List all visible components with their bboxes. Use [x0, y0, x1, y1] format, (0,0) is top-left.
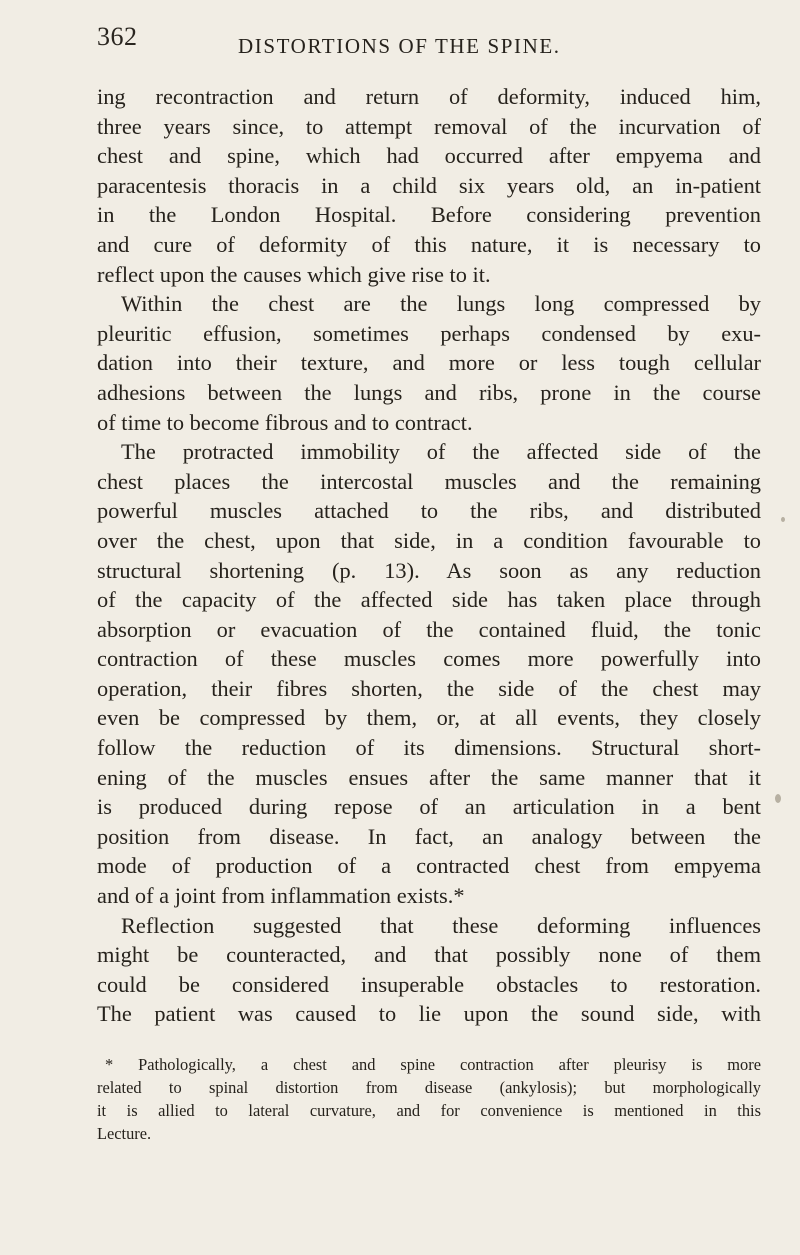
body-text-line: The protracted immobility of the affected side of the: [121, 439, 761, 465]
body-text-line: powerful muscles attached to the ribs, and distributed: [97, 498, 761, 524]
body-text-line: ing recontraction and return of deformity, induced him,: [97, 84, 761, 109]
body-text-line: absorption or evacuation of the contained fluid, the tonic: [97, 616, 761, 642]
body-text-line: over the chest, upon that side, in a condition favourable to: [97, 527, 761, 553]
body-text-line: is produced during repose of an articulation in a bent: [97, 794, 761, 820]
body-text-line: reflect upon the causes which give rise to it.: [97, 261, 491, 287]
body-text-line: and cure of deformity of this nature, it is necessary to: [97, 231, 761, 257]
body-text: [97, 82, 761, 1029]
body-text-line: Within the chest are the lungs long compressed by: [121, 291, 761, 317]
body-text-line: The patient was caused to lie upon the sound side, with: [97, 1001, 761, 1027]
body-text-line: structural shortening (p. 13). As soon as any reduction: [97, 557, 761, 583]
paper-speck: [781, 517, 785, 522]
body-text-line: Reflection suggested that these deforming influences: [121, 912, 761, 938]
body-text-line: even be compressed by them, or, at all events, they closely: [97, 705, 761, 731]
footnote: [97, 1053, 761, 1145]
body-text-line: pleuritic effusion, sometimes perhaps condensed by exu-: [97, 320, 761, 346]
running-head: DISTORTIONS OF THE SPINE.: [238, 34, 561, 58]
body-text-line: could be considered insuperable obstacles to restoration.: [97, 971, 761, 997]
body-text-line: ening of the muscles ensues after the same manner that it: [97, 764, 761, 790]
footnote-line: * Pathologically, a chest and spine contraction after pleurisy is more: [105, 1055, 761, 1074]
paper-speck: [775, 794, 781, 803]
body-text-line: operation, their fibres shorten, the side of the chest may: [97, 675, 761, 701]
body-text-line: contraction of these muscles comes more powerfully into: [97, 646, 761, 672]
body-text-line: and of a joint from inflammation exists.*: [97, 883, 465, 909]
body-text-line: chest places the intercostal muscles and the remaining: [97, 468, 761, 494]
page-number: 362: [97, 22, 138, 51]
body-text-line: dation into their texture, and more or less tough cellular: [97, 350, 761, 376]
body-text-line: in the London Hospital. Before considering prevention: [97, 202, 761, 228]
body-text-line: paracentesis thoracis in a child six years old, an in-patient: [97, 172, 761, 198]
footnote-line: Lecture.: [97, 1124, 152, 1143]
body-text-line: of time to become fibrous and to contract.: [97, 409, 473, 435]
footnote-line: related to spinal distortion from disease (ankylosis); but morphologically: [97, 1078, 761, 1097]
body-text-line: mode of production of a contracted chest from empyema: [97, 853, 761, 879]
body-text-line: might be counteracted, and that possibly none of them: [97, 942, 761, 968]
body-text-line: chest and spine, which had occurred after empyema and: [97, 143, 761, 169]
body-text-line: position from disease. In fact, an analogy between the: [97, 823, 761, 849]
body-text-line: of the capacity of the affected side has taken place through: [97, 587, 761, 613]
body-text-line: follow the reduction of its dimensions. Structural short-: [97, 735, 761, 761]
footnote-line: it is allied to lateral curvature, and for convenience is mentioned in this: [97, 1101, 761, 1120]
body-text-line: adhesions between the lungs and ribs, prone in the course: [97, 379, 761, 405]
body-text-line: three years since, to attempt removal of the incurvation of: [97, 113, 761, 139]
